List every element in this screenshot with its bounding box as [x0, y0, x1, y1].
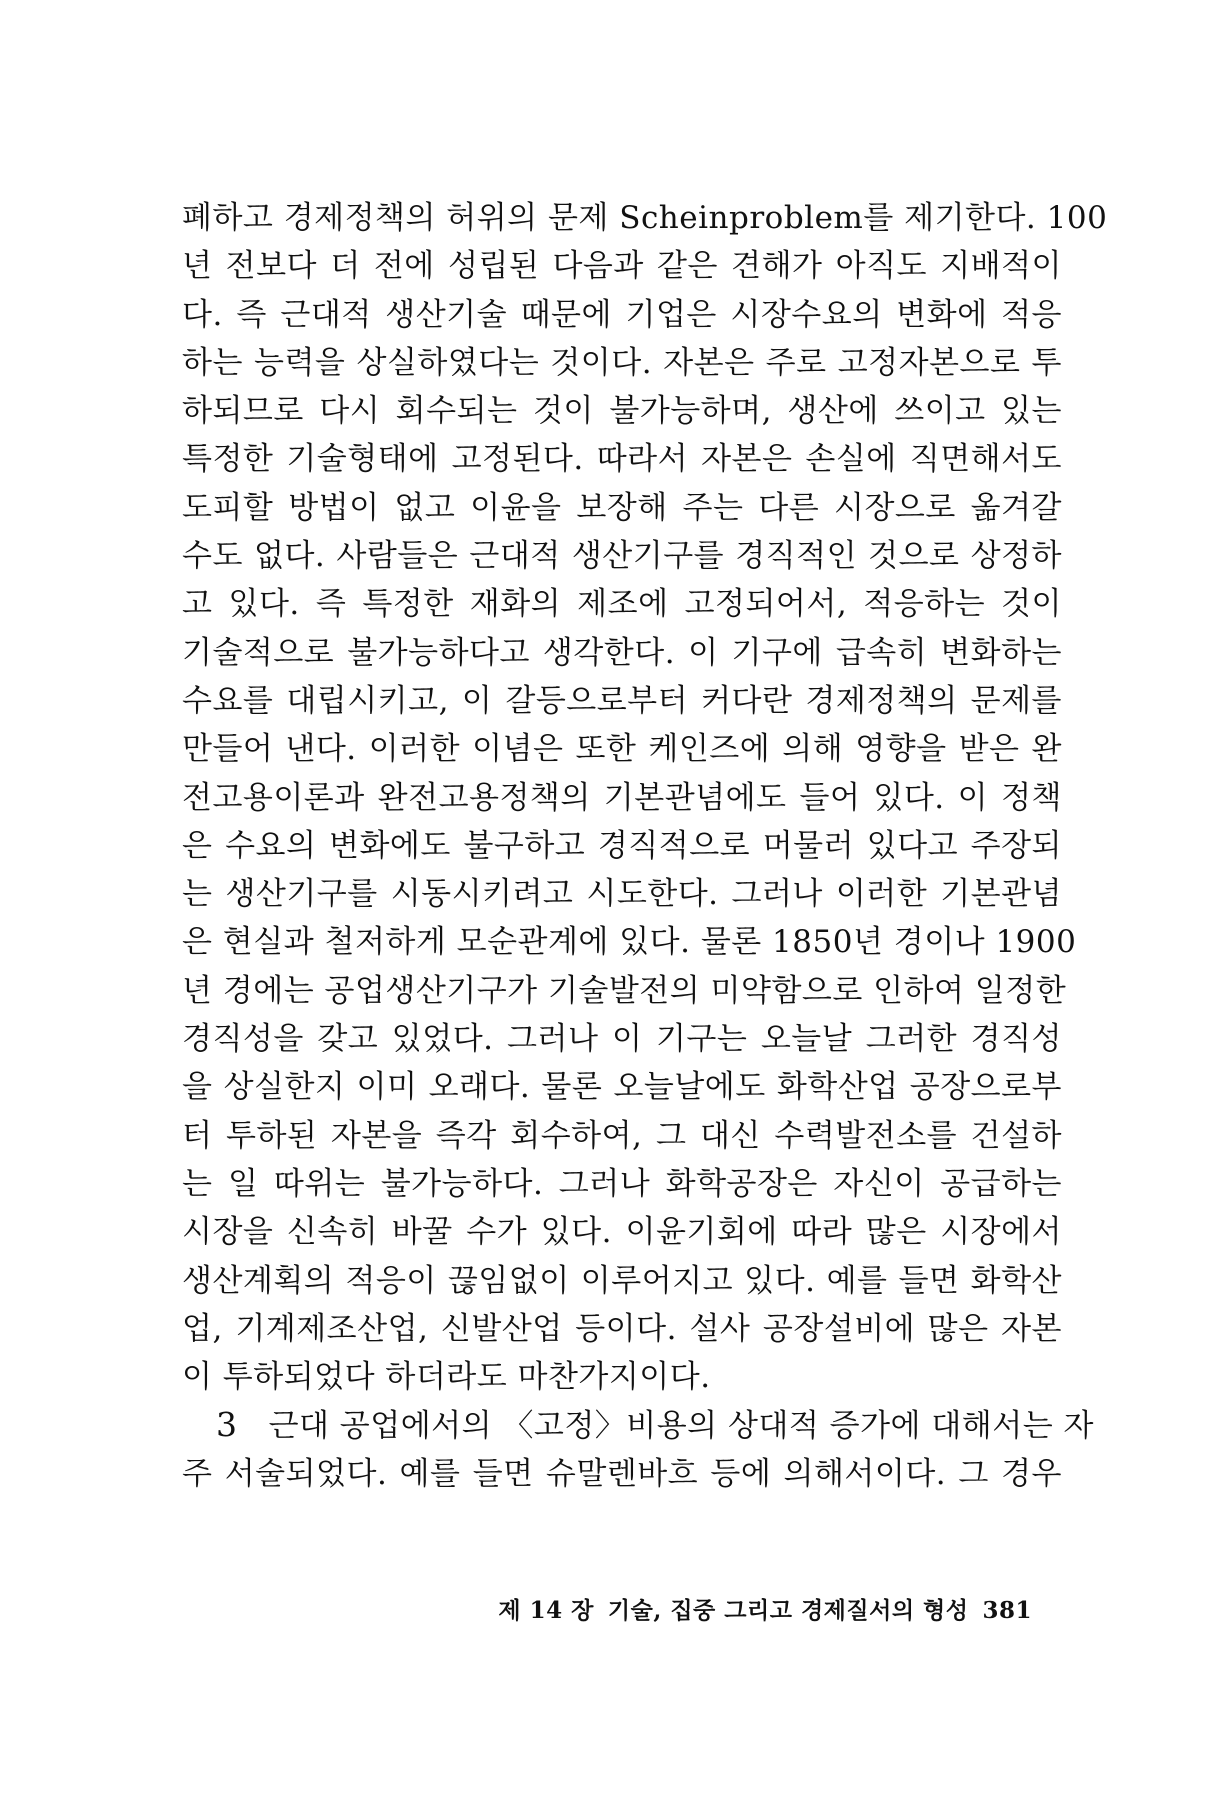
text-line: 수요를 대립시키고, 이 갈등으로부터 커다란 경제정책의 문제를 — [182, 682, 1062, 719]
chapter-title: 기술, 집중 그리고 경제질서의 형성 — [607, 1597, 969, 1624]
text-line: 하는 능력을 상실하였다는 것이다. 자본은 주로 고정자본으로 투 — [182, 344, 1062, 381]
text-line: 기술적으로 불가능하다고 생각한다. 이 기구에 급속히 변화하는 — [182, 634, 1062, 671]
text-line: 만들어 낸다. 이러한 이념은 또한 케인즈에 의해 영향을 받은 완 — [182, 731, 1062, 768]
text-line: 은 현실과 철저하게 모순관계에 있다. 물론 1850년 경이나 1900 — [182, 924, 1077, 961]
page-number: 381 — [982, 1597, 1032, 1624]
text-line: 생산계획의 적응이 끊임없이 이루어지고 있다. 예를 들면 화학산 — [182, 1262, 1062, 1299]
text-line: 년 전보다 더 전에 성립된 다음과 같은 견해가 아직도 지배적이 — [182, 248, 1062, 285]
text-line: 전고용이론과 완전고용정책의 기본관념에도 들어 있다. 이 정책 — [182, 779, 1062, 816]
text-line: 특정한 기술형태에 고정된다. 따라서 자본은 손실에 직면해서도 — [182, 441, 1062, 478]
section-line-text: 근대 공업에서의 〈고정〉비용의 상대적 증가에 대해서는 자 — [268, 1408, 1094, 1445]
text-line: 고 있다. 즉 특정한 재화의 제조에 고정되어서, 적응하는 것이 — [182, 586, 1062, 623]
section-number: 3 — [216, 1405, 238, 1445]
text-line: 하되므로 다시 회수되는 것이 불가능하며, 생산에 쓰이고 있는 — [182, 393, 1062, 430]
running-footer — [498, 1592, 1032, 1625]
section-first-line — [182, 1401, 1094, 1449]
text-line: 폐하고 경제정책의 허위의 문제 Scheinproblem를 제기한다. 100 — [182, 200, 1108, 236]
chapter-label: 제 14 장 — [498, 1597, 594, 1624]
text-line: 도피할 방법이 없고 이윤을 보장해 주는 다른 시장으로 옮겨갈 — [182, 489, 1062, 526]
text-line: 수도 없다. 사람들은 근대적 생산기구를 경직적인 것으로 상정하 — [182, 538, 1062, 575]
text-line: 을 상실한지 이미 오래다. 물론 오늘날에도 화학산업 공장으로부 — [182, 1069, 1062, 1106]
text-line: 터 투하된 자본을 즉각 회수하여, 그 대신 수력발전소를 건설하 — [182, 1117, 1062, 1154]
text-line: 은 수요의 변화에도 불구하고 경직적으로 머물러 있다고 주장되 — [182, 827, 1062, 864]
text-line: 주 서술되었다. 예를 들면 슈말렌바흐 등에 의해서이다. 그 경우 — [182, 1455, 1062, 1492]
text-line: 업, 기계제조산업, 신발산업 등이다. 설사 공장설비에 많은 자본 — [182, 1310, 1062, 1347]
text-line: 는 생산기구를 시동시키려고 시도한다. 그러나 이러한 기본관념 — [182, 876, 1062, 913]
text-line: 경직성을 갖고 있었다. 그러나 이 기구는 오늘날 그러한 경직성 — [182, 1021, 1062, 1058]
text-line: 년 경에는 공업생산기구가 기술발전의 미약함으로 인하여 일정한 — [182, 972, 1067, 1009]
text-line: 는 일 따위는 불가능하다. 그러나 화학공장은 자신이 공급하는 — [182, 1165, 1062, 1202]
body-text — [182, 194, 1108, 1498]
text-line: 다. 즉 근대적 생산기술 때문에 기업은 시장수요의 변화에 적응 — [182, 296, 1062, 333]
text-line: 이 투하되었다 하더라도 마찬가지이다. — [182, 1359, 711, 1396]
text-line: 시장을 신속히 바꿀 수가 있다. 이윤기회에 따라 많은 시장에서 — [182, 1214, 1062, 1251]
